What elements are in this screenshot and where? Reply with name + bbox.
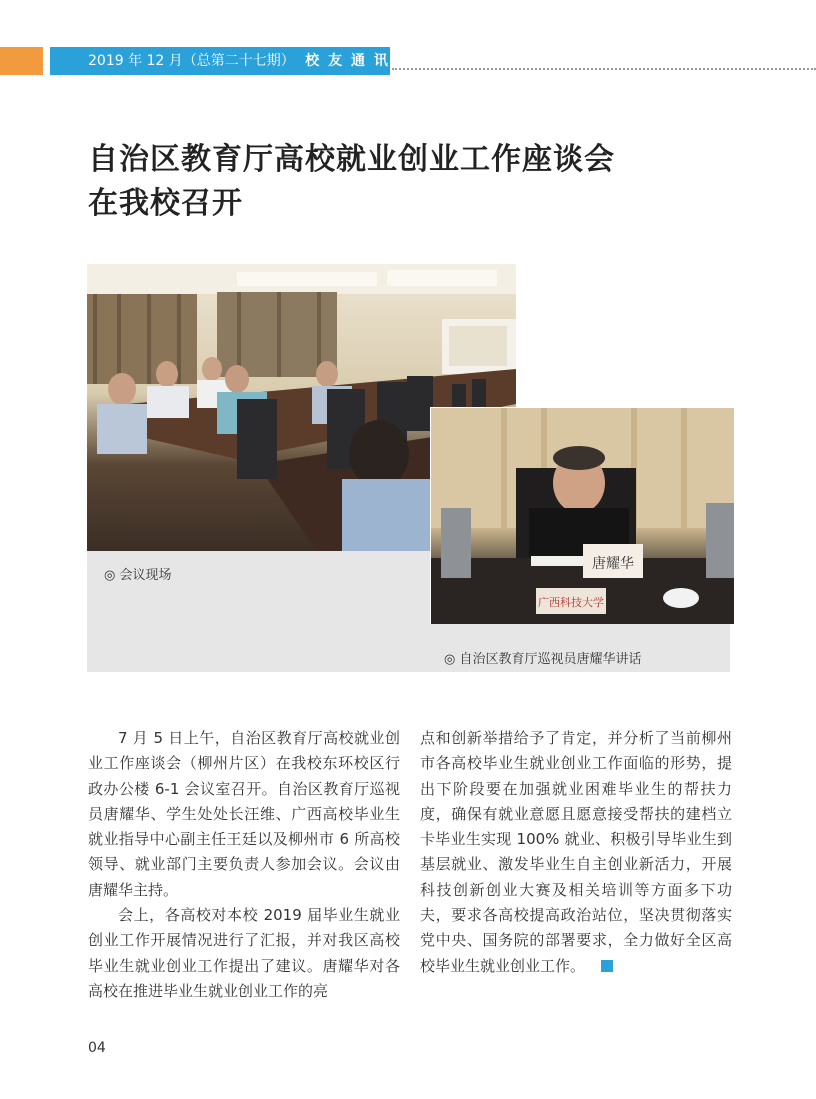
header-issue: 2019 年 12 月（总第二十七期）	[88, 53, 295, 69]
speaker-photo	[430, 407, 734, 624]
body-column-right	[420, 726, 732, 979]
speaker-scene-illustration	[431, 408, 734, 624]
body-paragraph: 7 月 5 日上午，自治区教育厅高校就业创业工作座谈会（柳州片区）在我校东环校区行政办公楼 6-1 会议室召开。自治区教育厅巡视员唐耀华、学生处处长汪维、广西高校毕业生就业指导中心副主任王廷以及柳州市 6 所高校领导、就业部门主要负责人参加会议。会议由唐耀华主持。	[88, 729, 400, 899]
header-dotted-rule	[392, 68, 816, 70]
header-orange-tab	[0, 47, 43, 75]
caption-speaker: ◎ 自治区教育厅巡视员唐耀华讲话	[444, 652, 642, 667]
end-mark-icon	[601, 960, 613, 972]
nameplate-text: 唐耀华	[592, 556, 634, 572]
body-text: 点和创新举措给予了肯定，并分析了当前柳州市各高校毕业生就业创业工作面临的形势，提出下阶段要在加强就业困难毕业生的帮扶力度，确保有就业意愿且愿意接受帮扶的建档立卡毕业生实现 100% 就业、积极引导毕业生到基层就业、激发毕业生自主创业新活力，开展科技创新创业大赛及相关培训等方面多下功夫，要求各高校提高政治站位，坚决贯彻落实党中央、国务院的部署要求，全力做好全区高校毕业生就业创业工作。	[420, 729, 732, 975]
header-magazine-name: 校 友 通 讯	[305, 53, 390, 69]
article-title-line1: 自治区教育厅高校就业创业工作座谈会	[88, 142, 615, 177]
page-number: 04	[88, 1040, 106, 1056]
header-issue-bar	[50, 47, 390, 75]
article-title-line2: 在我校召开	[88, 186, 243, 221]
article-title	[88, 138, 615, 226]
caption-meeting: ◎ 会议现场	[104, 568, 172, 583]
body-paragraph-continued	[420, 726, 732, 979]
body-paragraph: 会上，各高校对本校 2019 届毕业生就业创业工作开展情况进行了汇报，并对我区高校毕业生就业创业工作提出了建议。唐耀华对各高校在推进毕业生就业创业工作的亮	[88, 906, 400, 1000]
desk-label-text: 广西科技大学	[538, 596, 604, 609]
body-column-left	[88, 726, 400, 1004]
